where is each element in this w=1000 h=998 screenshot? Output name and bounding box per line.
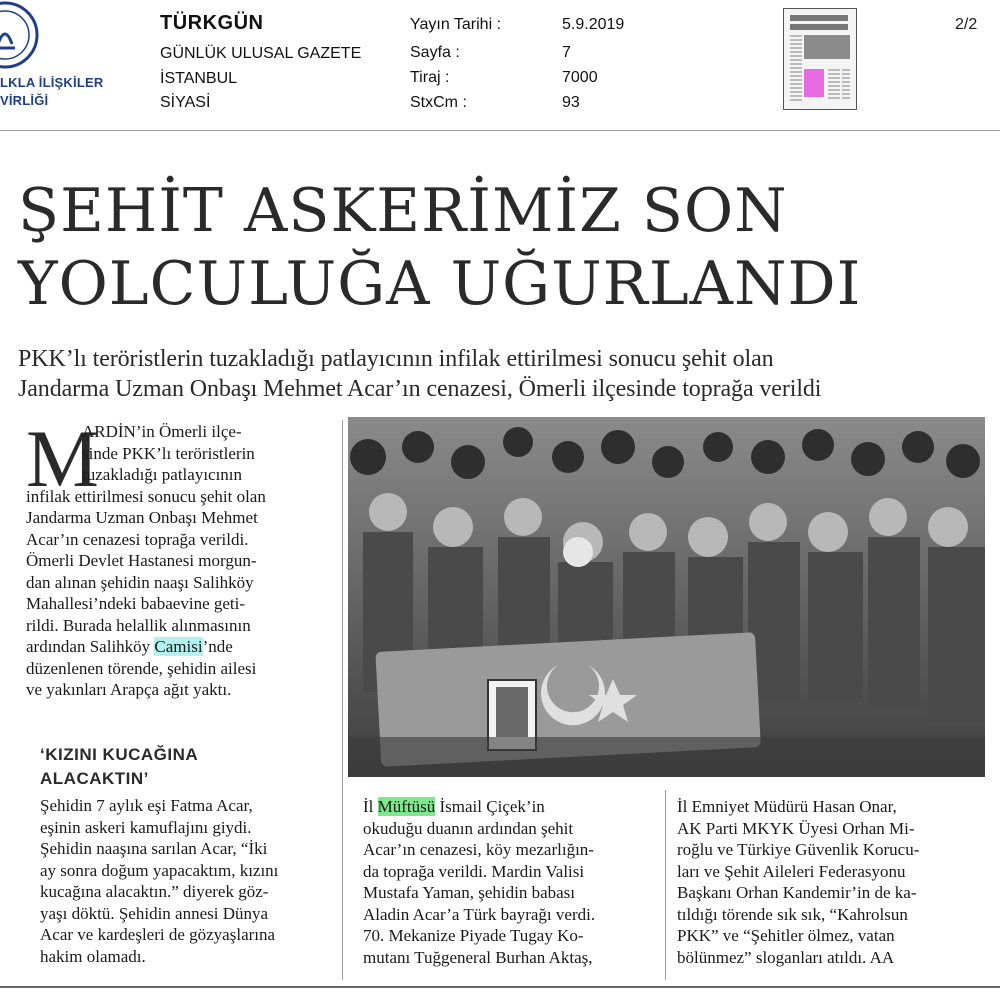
- text-line: eşinin askeri kamuflajını giydi.: [40, 817, 252, 837]
- subhead-line: ALACAKTIN’: [40, 769, 149, 788]
- meta-value-stxcm: 93: [562, 94, 580, 111]
- meta-label-stxcm: StxCm :: [410, 94, 467, 111]
- highlighted-keyword: Camisi: [154, 637, 203, 656]
- drop-cap: M: [26, 413, 99, 504]
- publication-name: TÜRKGÜN: [160, 12, 264, 34]
- publication-city: İSTANBUL: [160, 70, 238, 87]
- text-segment: İsmail Çiçek’in: [435, 797, 545, 816]
- text-line: tıldığı törende sık sık, “Kahrolsun: [677, 904, 908, 924]
- text-line: [26, 636, 336, 658]
- text-line: da toprağa verildi. Mardin Valisi: [363, 861, 585, 881]
- publication-category: SİYASİ: [160, 94, 211, 111]
- text-line: düzenlenen törende, şehidin ailesi: [26, 658, 257, 678]
- header-divider: [0, 130, 1000, 131]
- article-column-1: [26, 421, 336, 701]
- page-counter: 2/2: [955, 16, 978, 33]
- text-line: ve yakınları Arapça ağıt yaktı.: [26, 680, 232, 699]
- text-line: bölünmez” sloganları atıldı. AA: [677, 947, 895, 967]
- text-line: ay sonra doğum yapacaktım, kızını: [40, 860, 279, 880]
- text-line: infilak ettirilmesi sonucu şehit olan: [26, 486, 266, 506]
- text-line: Aladin Acar’a Türk bayrağı verdi.: [363, 904, 596, 924]
- text-line: kucağına alacaktın.” diyerek göz-: [40, 882, 269, 901]
- text-line: hakim olamadı.: [40, 946, 146, 966]
- headline-line: ŞEHİT ASKERİMİZ SON: [18, 176, 788, 246]
- meta-label-circulation: Tiraj :: [410, 69, 450, 86]
- text-line: PKK” ve “Şehitler ölmez, vatan: [677, 926, 895, 945]
- text-line: yaşı döktü. Şehidin annesi Dünya: [40, 903, 269, 923]
- text-segment: ardından Salihköy: [26, 637, 155, 656]
- funeral-photo-illustration: [348, 417, 985, 777]
- subhead-line: ‘KIZINI KUCAĞINA: [40, 745, 199, 764]
- article-column-1b: [40, 795, 340, 967]
- text-line: rildi. Burada helallik alınmasının: [26, 615, 251, 635]
- text-line: ları ve Şehit Aileleri Federasyonu: [677, 861, 906, 881]
- footer-divider: [0, 986, 1000, 988]
- highlighted-keyword: Müftüsü: [377, 797, 436, 816]
- text-line: Jandarma Uzman Onbaşı Mehmet: [26, 508, 258, 527]
- text-segment: ’nde: [202, 637, 233, 656]
- section-subhead: [40, 743, 198, 791]
- column-divider: [342, 420, 343, 980]
- text-line: roğlu ve Türkiye Güvenlik Korucu-: [677, 840, 920, 859]
- article-deck: [18, 344, 988, 404]
- text-line: Başkanı Orhan Kandemir’in de ka-: [677, 883, 917, 902]
- text-line: AK Parti MKYK Üyesi Orhan Mi-: [677, 818, 915, 838]
- article-photo[interactable]: [348, 417, 985, 777]
- text-line: 70. Mekanize Piyade Tugay Ko-: [363, 926, 584, 945]
- logo-text-line: LKLA İLİŞKİLER: [0, 75, 104, 90]
- text-line: [363, 796, 663, 818]
- text-line: Ömerli Devlet Hastanesi morgun-: [26, 551, 257, 570]
- text-line: Acar’ın cenazesi, köy mezarlığın-: [363, 840, 594, 859]
- text-line: sinde PKK’lı teröristlerin: [82, 443, 255, 463]
- thumbnail-highlight: [804, 69, 824, 97]
- text-line: dan alınan şehidin naaşı Salihköy: [26, 572, 254, 592]
- text-line: ARDİN’in Ömerli ilçe-: [82, 422, 242, 441]
- article-column-3: [677, 796, 987, 968]
- deck-line: PKK’lı teröristlerin tuzakladığı patlayıcının infilak ettirilmesi sonucu şehit olan: [18, 346, 774, 372]
- article-headline: [18, 175, 988, 321]
- headline-line: YOLCULUĞA UĞURLANDI: [18, 249, 862, 319]
- text-line: Mustafa Yaman, şehidin babası: [363, 883, 576, 902]
- text-segment: İl: [363, 797, 378, 816]
- text-line: tuzakladığı patlayıcının: [82, 465, 243, 484]
- column-divider: [665, 790, 666, 980]
- text-line: İl Emniyet Müdürü Hasan Onar,: [677, 797, 897, 816]
- text-line: Acar’ın cenazesi toprağa verildi.: [26, 529, 249, 549]
- article-column-2: [363, 796, 663, 968]
- meta-value-circulation: 7000: [562, 69, 598, 86]
- logo-text-line: VİRLİĞİ: [0, 93, 49, 108]
- institution-logo: [0, 0, 130, 120]
- text-line: Şehidin naaşına sarılan Acar, “İki: [40, 839, 268, 858]
- text-line: mutanı Tuğgeneral Burhan Aktaş,: [363, 947, 593, 967]
- seal-icon: [0, 0, 40, 70]
- text-line: Acar ve kardeşleri de gözyaşlarına: [40, 925, 276, 944]
- deck-line: Jandarma Uzman Onbaşı Mehmet Acar’ın cenazesi, Ömerli ilçesinde toprağa verildi: [18, 376, 822, 402]
- text-line: Mahallesi’ndeki babaevine geti-: [26, 594, 246, 613]
- meta-value-page: 7: [562, 44, 571, 61]
- meta-label-page: Sayfa :: [410, 44, 460, 61]
- text-line: okuduğu duanın ardından şehit: [363, 818, 574, 838]
- meta-label-date: Yayın Tarihi :: [410, 16, 502, 33]
- page-thumbnail[interactable]: [783, 8, 857, 110]
- text-line: Şehidin 7 aylık eşi Fatma Acar,: [40, 796, 253, 815]
- meta-value-date: 5.9.2019: [562, 16, 625, 33]
- publication-subtitle: GÜNLÜK ULUSAL GAZETE: [160, 45, 362, 62]
